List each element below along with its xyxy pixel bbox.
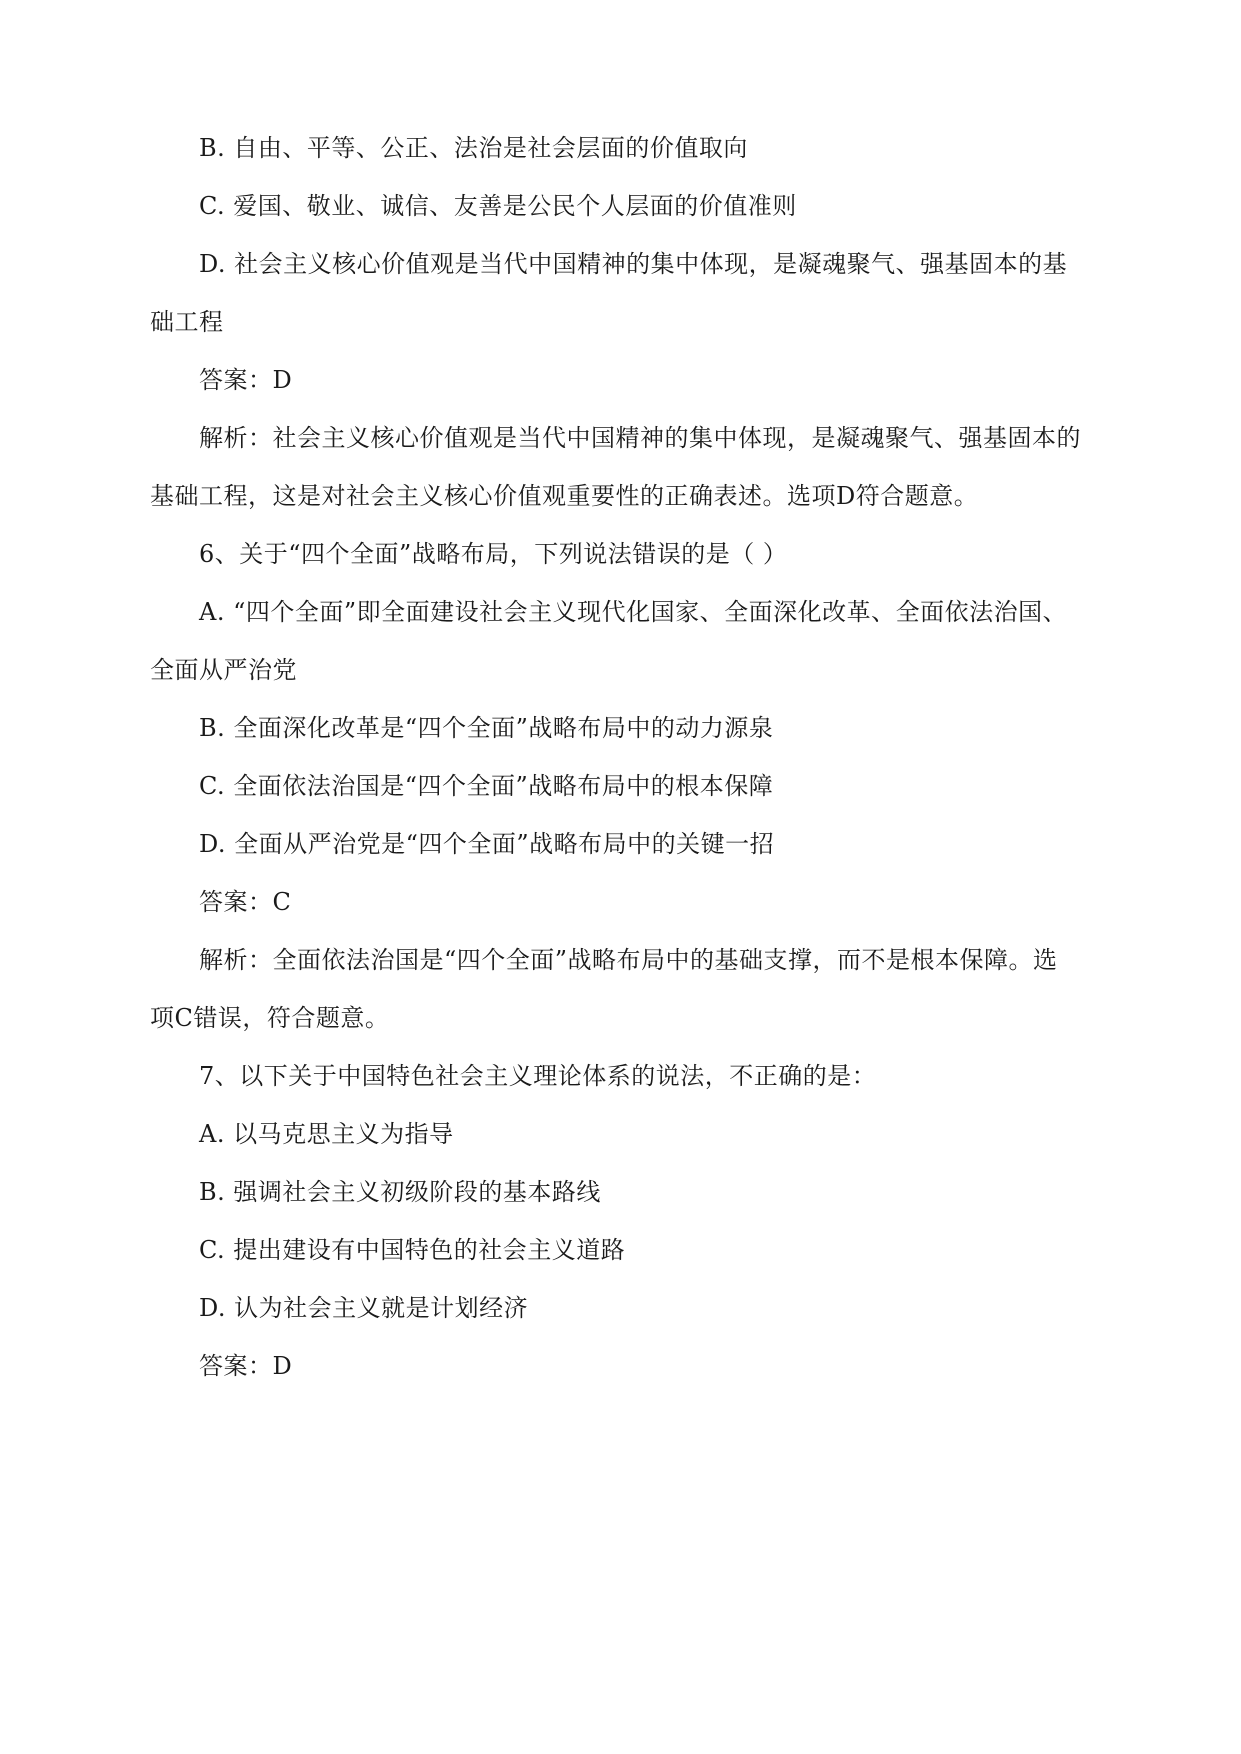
- q6-answer: 答案：C: [199, 888, 292, 916]
- q7-option-b: B. 强调社会主义初级阶段的基本路线: [199, 1178, 601, 1206]
- q7-option-d: D. 认为社会主义就是计划经济: [199, 1294, 529, 1322]
- q6-question: 6、关于“四个全面”战略布局，下列说法错误的是（ ）: [199, 540, 788, 568]
- q6-option-b: B. 全面深化改革是“四个全面”战略布局中的动力源泉: [199, 714, 774, 742]
- q7-option-a: A. 以马克思主义为指导: [199, 1120, 454, 1148]
- q5-analysis-line2: 基础工程，这是对社会主义核心价值观重要性的正确表述。选项D符合题意。: [150, 482, 979, 510]
- q5-option-b: B. 自由、平等、公正、法治是社会层面的价值取向: [199, 134, 748, 162]
- q7-question: 7、以下关于中国特色社会主义理论体系的说法，不正确的是：: [199, 1062, 877, 1090]
- q5-option-c: C. 爱国、敬业、诚信、友善是公民个人层面的价值准则: [199, 192, 797, 220]
- q7-answer: 答案：D: [199, 1352, 293, 1380]
- q6-option-d: D. 全面从严治党是“四个全面”战略布局中的关键一招: [199, 830, 775, 858]
- q6-option-a-line2: 全面从严治党: [150, 656, 297, 684]
- q5-analysis-line1: 解析：社会主义核心价值观是当代中国精神的集中体现，是凝魂聚气、强基固本的: [199, 424, 1081, 452]
- q5-answer: 答案：D: [199, 366, 293, 394]
- q5-option-d-line1: D. 社会主义核心价值观是当代中国精神的集中体现，是凝魂聚气、强基固本的基: [199, 250, 1068, 278]
- q6-option-a-line1: A. “四个全面”即全面建设社会主义现代化国家、全面深化改革、全面依法治国、: [199, 598, 1068, 626]
- q5-option-d-line2: 础工程: [150, 308, 224, 336]
- q6-analysis-line2: 项C错误，符合题意。: [150, 1004, 390, 1032]
- q6-analysis-line1: 解析：全面依法治国是“四个全面”战略布局中的基础支撑，而不是根本保障。选: [199, 946, 1058, 974]
- q6-option-c: C. 全面依法治国是“四个全面”战略布局中的根本保障: [199, 772, 774, 800]
- q7-option-c: C. 提出建设有中国特色的社会主义道路: [199, 1236, 626, 1264]
